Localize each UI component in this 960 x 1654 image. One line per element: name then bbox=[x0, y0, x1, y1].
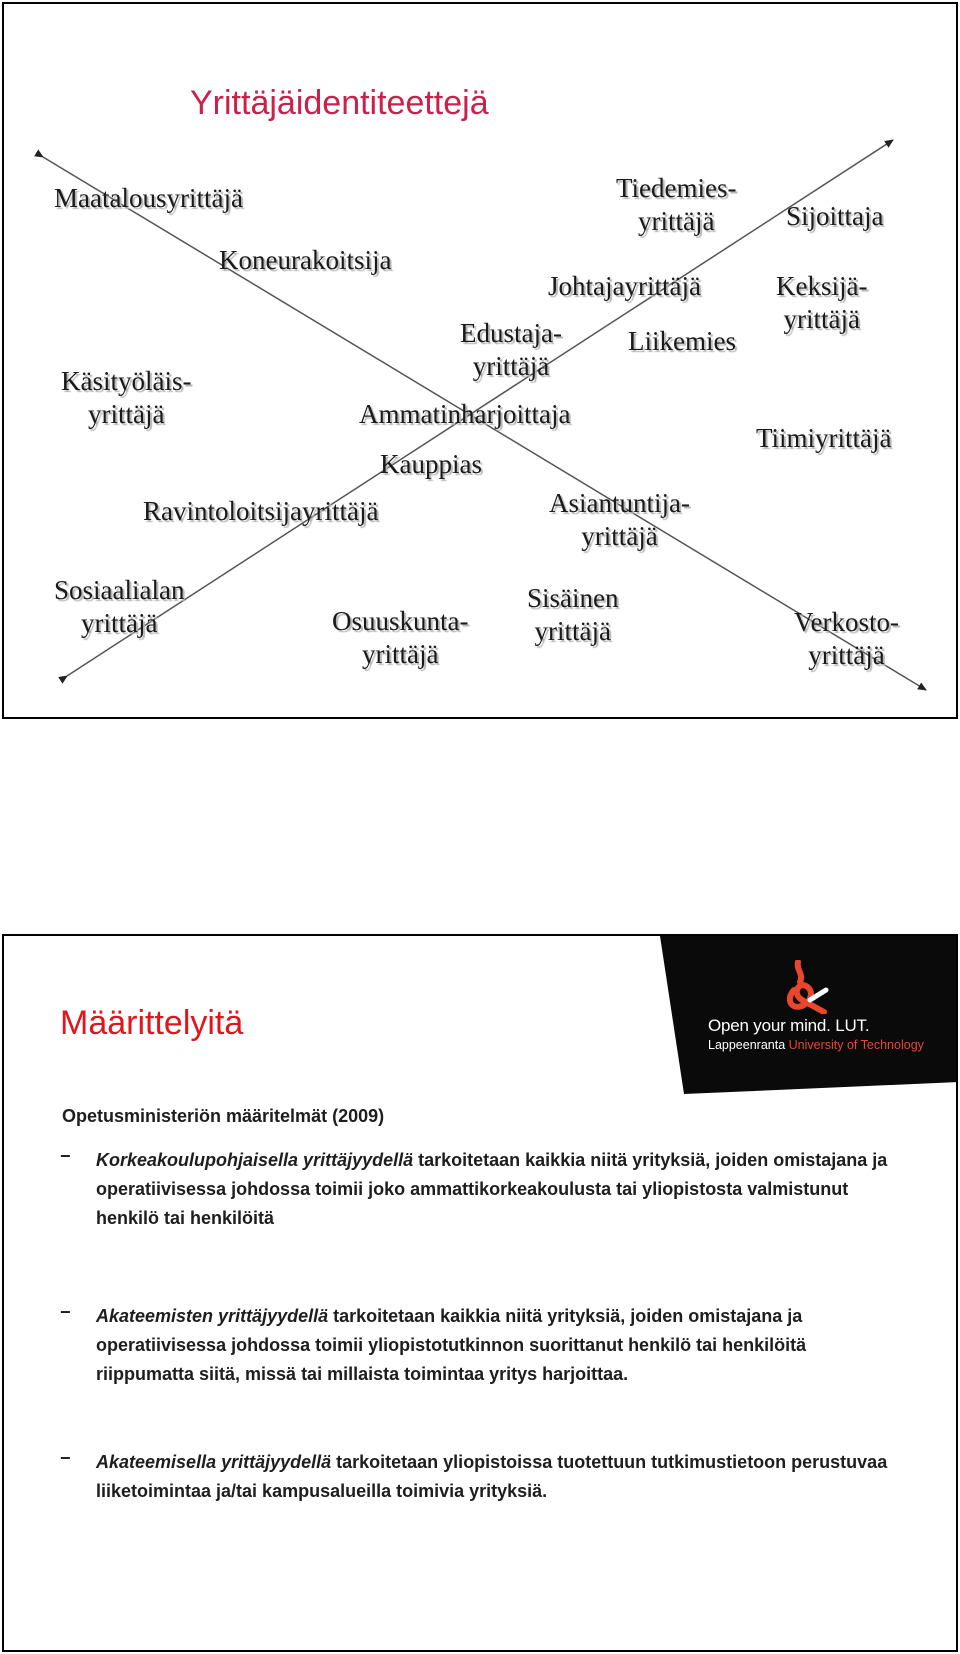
definition-text: tarkoitetaan kaikkia niitä yrityksiä, joiden omistajana ja operatiivisessa johdossa toimii joko ammattikorkeakoulusta tai yliopistosta valmistunut henkilö tai henkilöitä bbox=[96, 1150, 888, 1228]
logo-university-prefix: Lappeenranta bbox=[708, 1038, 789, 1052]
definition-term: Korkeakoulupohjaisella yrittäjyydellä bbox=[96, 1150, 414, 1170]
term-kauppias: Kauppias bbox=[380, 449, 482, 479]
slide-title: Määrittelyitä bbox=[60, 1004, 244, 1042]
slide-identities bbox=[2, 2, 958, 719]
term-keksijayrittaja: Keksijä- yrittäjä bbox=[776, 271, 868, 334]
term-maatalousyrittaja: Maatalousyrittäjä bbox=[54, 183, 243, 213]
term-ravintoloitsijayrittaja: Ravintoloitsijayrittäjä bbox=[143, 496, 379, 526]
definition-term: Akateemisella yrittäjyydellä bbox=[96, 1452, 332, 1472]
term-edustajayrittaja: Edustaja- yrittäjä bbox=[460, 318, 562, 381]
term-johtajayrittaja: Johtajayrittäjä bbox=[548, 271, 701, 301]
term-liikemies: Liikemies bbox=[628, 326, 736, 356]
bullet-dash: − bbox=[60, 1448, 71, 1468]
definitions-intro: Opetusministeriön määritelmät (2009) bbox=[62, 1106, 385, 1126]
term-tiedemiesyrittaja: Tiedemies- yrittäjä bbox=[616, 173, 737, 236]
lut-logo-icon bbox=[784, 960, 832, 1014]
term-asiantuntijayrittaja: Asiantuntija- yrittäjä bbox=[549, 488, 690, 551]
term-sosiaalialan-yrittaja: Sosiaalialan yrittäjä bbox=[54, 575, 185, 638]
logo-tagline: Open your mind. LUT. bbox=[708, 1016, 870, 1035]
logo-university-highlight: University of Technology bbox=[788, 1038, 924, 1052]
term-ammatinharjoittaja: Ammatinharjoittaja bbox=[359, 399, 571, 429]
definition-text: tarkoitetaan yliopistoissa tuotettuun tutkimustietoon perustuvaa liiketoimintaa ja/tai kampusalueilla toimivia yrityksiä. bbox=[96, 1452, 888, 1501]
slide-definitions bbox=[2, 934, 958, 1652]
bullet-dash: − bbox=[60, 1146, 71, 1166]
logo-university-name bbox=[708, 1038, 924, 1052]
slide-title: Yrittäjäidentiteettejä bbox=[190, 84, 489, 122]
term-sisainen-yrittaja: Sisäinen yrittäjä bbox=[527, 583, 619, 646]
term-verkostoyrittaja: Verkosto- yrittäjä bbox=[794, 607, 899, 670]
term-osuuskuntayrittaja: Osuuskunta- yrittäjä bbox=[332, 606, 469, 669]
definition-text: tarkoitetaan kaikkia niitä yrityksiä, joiden omistajana ja operatiivisessa johdossa toimii yliopistotutkinnon suorittanut henkilö tai henkilöitä riippumatta siitä, missä tai millaista toimintaa yritys harjoittaa. bbox=[96, 1306, 807, 1384]
bullet-dash: − bbox=[60, 1302, 71, 1322]
term-koneurakoitsija: Koneurakoitsija bbox=[219, 245, 392, 275]
term-tiimiyrittaja: Tiimiyrittäjä bbox=[756, 423, 892, 453]
definition-bullet bbox=[96, 1302, 896, 1389]
definition-bullet bbox=[96, 1448, 896, 1506]
definition-bullet bbox=[96, 1146, 896, 1233]
term-kasityolaisyrittaja: Käsityöläis- yrittäjä bbox=[61, 366, 192, 429]
definition-term: Akateemisten yrittäjyydellä bbox=[96, 1306, 329, 1326]
term-sijoittaja: Sijoittaja bbox=[786, 201, 884, 231]
